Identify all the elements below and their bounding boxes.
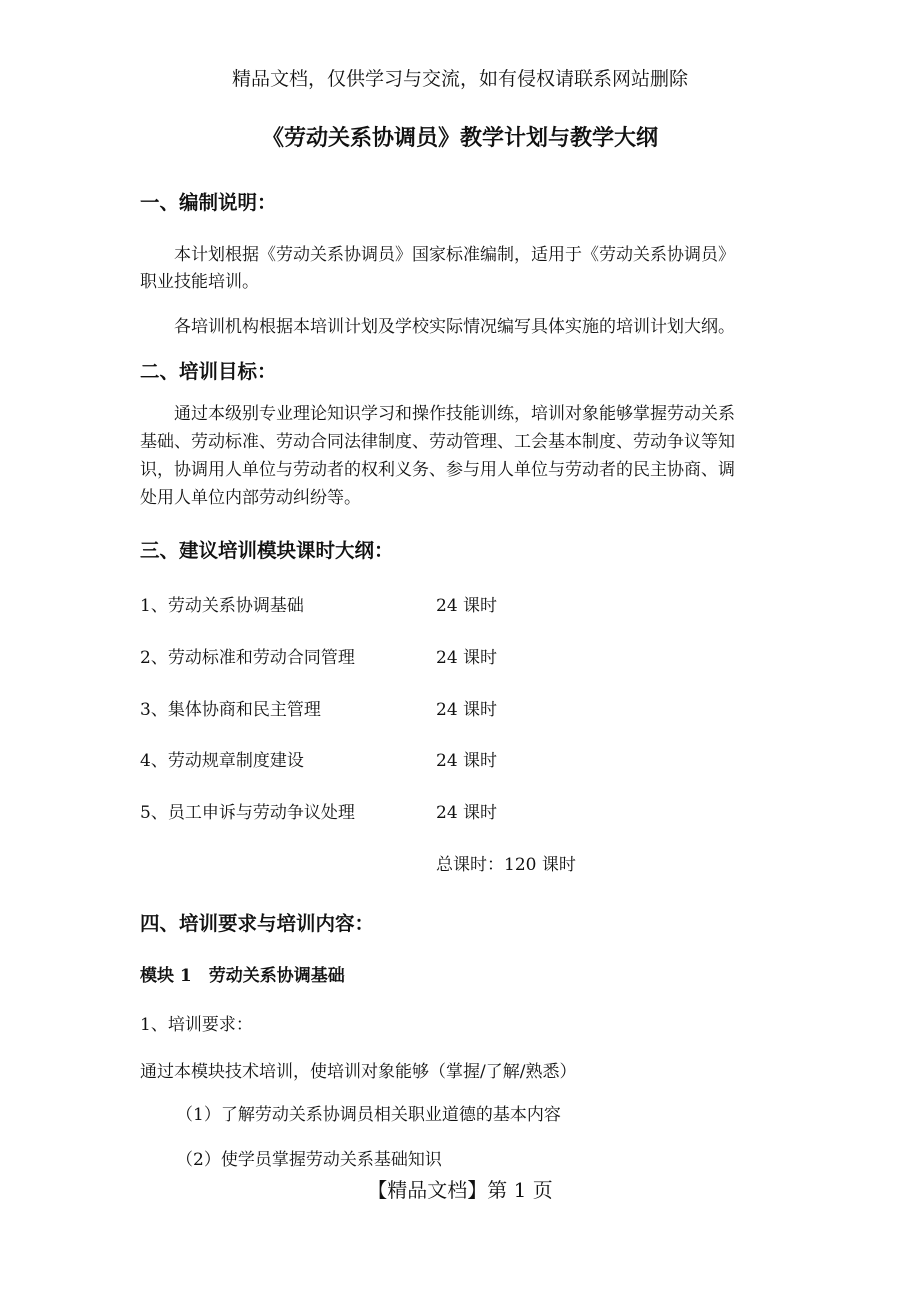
requirement-intro: 通过本模块技术培训，使培训对象能够（掌握/了解/熟悉） xyxy=(140,1062,577,1082)
module-name: 2、劳动标准和劳动合同管理 xyxy=(140,648,355,668)
section-heading-4: 四、培训要求与培训内容： xyxy=(140,912,375,935)
requirement-label: 1、培训要求： xyxy=(140,1015,253,1035)
document-title: 《劳动关系协调员》教学计划与教学大纲 xyxy=(261,125,658,151)
module-name: 5、员工申诉与劳动争议处理 xyxy=(140,803,355,823)
module-hours: 24 课时 xyxy=(436,751,498,771)
requirement-item: （1）了解劳动关系协调员相关职业道德的基本内容 xyxy=(176,1105,561,1125)
paragraph-line: 识，协调用人单位与劳动者的权利义务、参与用人单位与劳动者的民主协商、调 xyxy=(140,460,735,480)
paragraph-line: 基础、劳动标准、劳动合同法律制度、劳动管理、工会基本制度、劳动争议等知 xyxy=(140,432,735,452)
section-heading-3: 三、建议培训模块课时大纲： xyxy=(140,539,394,562)
section-heading-1: 一、编制说明： xyxy=(140,191,277,214)
paragraph-line: 各培训机构根据本培训计划及学校实际情况编写具体实施的培训计划大纲。 xyxy=(174,317,735,337)
module-name: 3、集体协商和民主管理 xyxy=(140,700,321,720)
section-heading-2: 二、培训目标： xyxy=(140,360,277,383)
paragraph-line: 本计划根据《劳动关系协调员》国家标准编制，适用于《劳动关系协调员》 xyxy=(174,245,735,265)
header-note: 精品文档，仅供学习与交流，如有侵权请联系网站删除 xyxy=(231,68,688,90)
module-hours: 24 课时 xyxy=(436,648,498,668)
total-hours: 总课时：120 课时 xyxy=(436,855,576,875)
module-name: 1、劳动关系协调基础 xyxy=(140,596,304,616)
requirement-item: （2）使学员掌握劳动关系基础知识 xyxy=(176,1150,442,1170)
paragraph-line: 处用人单位内部劳动纠纷等。 xyxy=(140,488,361,508)
module-hours: 24 课时 xyxy=(436,803,498,823)
page-footer: 【精品文档】第 1 页 xyxy=(367,1178,553,1202)
module-name: 4、劳动规章制度建设 xyxy=(140,751,304,771)
module-hours: 24 课时 xyxy=(436,596,498,616)
module-title: 模块 1 劳动关系协调基础 xyxy=(140,966,345,986)
paragraph-line: 通过本级别专业理论知识学习和操作技能训练，培训对象能够掌握劳动关系 xyxy=(174,404,735,424)
module-hours: 24 课时 xyxy=(436,700,498,720)
paragraph-line: 职业技能培训。 xyxy=(140,272,259,292)
